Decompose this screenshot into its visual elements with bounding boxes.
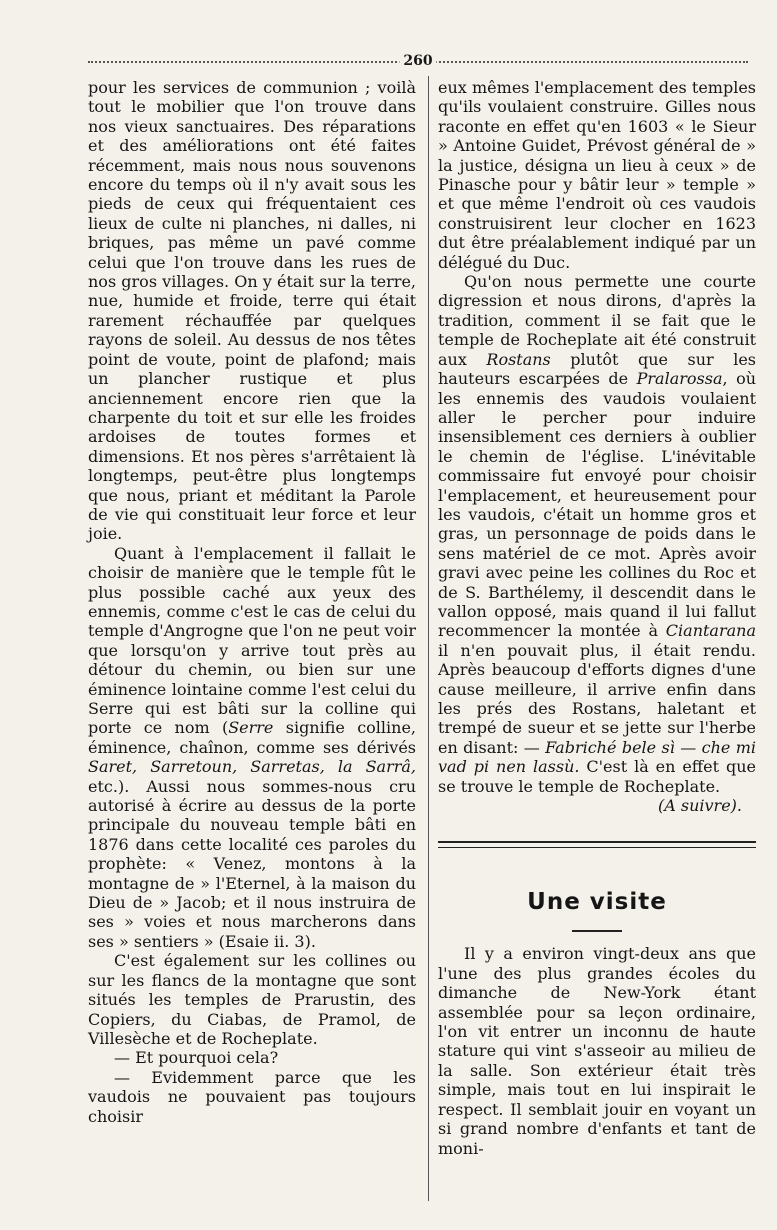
right-paragraph-1: eux mêmes l'emplacement des temples qu'ils voulaient construire. Gilles nous raconte en effet qu'en 1603 « le Sieur » Antoine Guidet, Prévost général de » la justice, désigna un lieu à ceux » de Pinasche pour y bâtir leur » temple » et que même l'endroit où ces vaudois construisirent leur clocher en 1623 dut être préalablement indiqué par un délégué du Duc. — [438, 78, 756, 272]
right-paragraph-2-text-5: C'est là en effet que se trouve le temple de Rocheplate. — [438, 757, 757, 796]
title-underline — [572, 930, 622, 932]
left-paragraph-2-text-2: signifie colline, éminence, chaînon, comme ses dérivés — [88, 718, 417, 757]
right-paragraph-2-text-1: Qu'on nous permette une courte digression et nous dirons, d'après la tradition, comment il se fait que le temple de Rocheplate ait été construit aux — [438, 272, 756, 369]
left-paragraph-4: — Et pourquoi cela? — [114, 1048, 279, 1068]
right-paragraph-2-text-4: il n'en pouvait plus, il était rendu. Après beaucoup d'efforts dignes d'une cause meilleure, il arrive enfin dans les prés des Rostans, haletant et trempé de sueur et se jette sur l'herbe en disant: — — [438, 640, 756, 757]
left-paragraph-2 — [88, 544, 416, 952]
left-paragraph-1: pour les services de communion ; voilà tout le mobilier que l'on trouve dans nos vieux sanctuaires. Des réparations et des améliorations ont été faites récemment, mais nous nous souvenons encore du temps où il n'y avait sous les pieds de ceux qui fréquentaient ces lieux de culte ni planches, ni dalles, ni briques, pas même un pavé comme celui que l'on trouve dans les rues de nos gros villages. On y était sur la terre, nue, humide et froide, terre qui était rarement réchauffée par quelques rayons de soleil. Au dessus de nos têtes point de voute, point de plafond; mais un plancher rustique et plus anciennement encore rien que la charpente du toit et sur elle les froides ardoises de toutes formes et dimensions. Et nos pères s'arrêtaient là longtemps, peut-être plus longtemps que nous, priant et méditant la Parole de vie qui constituait leur force et leur joie. — [88, 78, 416, 544]
right-paragraph-2-italic-1: Rostans — [486, 349, 551, 369]
column-divider — [428, 76, 429, 1201]
right-paragraph-2-text-2: plutôt que sur les hauteurs escarpées de — [438, 349, 756, 389]
visit-paragraph: Il y a environ vingt-deux ans que l'une des plus grandes écoles du dimanche de New-York étant assemblée pour sa leçon ordinaire, l'on vit entrer un inconnu de haute stature qui vint s'asseoir au milieu de la salle. Son extérieur était très simple, mais tout en lui inspirait le respect. Il semblait jouir en voyant un si grand nombre d'enfants et tant de moni- — [438, 944, 756, 1158]
left-paragraph-2-italic-2: Saret, Sarretoun, Sarretas, la Sarrâ, — [88, 757, 416, 777]
left-paragraph-5: — Evidemment parce que les vaudois ne pouvaient pas toujours choisir — [88, 1067, 416, 1126]
section-title: Une visite — [527, 889, 667, 916]
left-paragraph-3: C'est également sur les collines ou sur les flancs de la montagne que sont situés les temples de Prarustin, des Copiers, du Ciabas, de Pramol, de Villesèche et de Rocheplate. — [88, 951, 416, 1048]
right-paragraph-2-text-3: , où les ennemis des vaudois voulaient aller le percher pour induire insensiblement ces derniers à oublier le chemin de l'église. L'inévitable commissaire fut envoyé pour choisir l'emplacement, et heureusement pour les vaudois, c'était un homme gros et gras, un personnage de poids dans le sens matériel de ce mot. Après avoir gravi avec peine les collines du Roc et de S. Barthélemy, il descendit dans le vallon opposé, mais quand il lui fallut recommencer la montée à — [438, 369, 756, 641]
right-paragraph-2 — [438, 272, 756, 796]
right-paragraph-2-italic-4: Fabriché bele sì — che mi vad pi nen lassù. — [438, 737, 757, 777]
left-paragraph-2-italic-1: Serre — [228, 718, 274, 738]
left-paragraph-2-text-3: etc.). Aussi nous sommes-nous cru autorisé à écrire au dessus de la porte principale du nouveau temple bâti en 1876 dans cette localité ces paroles du prophète: « Venez, montons à la montagne de » l'Eternel, à la maison du Dieu de » Jacob; et il nous instruira de ses » voies et nous marcherons dans ses » sentiers » (Esaie ii. 3). — [88, 776, 416, 951]
right-paragraph-2-italic-3: Ciantarana — [665, 621, 756, 641]
to-be-continued: (A suivre). — [658, 796, 742, 816]
right-paragraph-2-italic-2: Pralarossa — [636, 369, 723, 389]
left-column — [88, 78, 416, 1126]
page-number: 260 — [399, 52, 436, 70]
left-paragraph-2-text-1: Quant à l'emplacement il fallait le choisir de manière que le temple fût le plus possible caché aux yeux des ennemis, comme c'est le cas de celui du temple d'Angrogne que l'on ne peut voir que lorsqu'on y arrive tout près au détour du chemin, ou bien sur une éminence lointaine comme l'est celui du Serre qui est bâti sur la colline qui porte ce nom ( — [88, 543, 416, 738]
page-header — [88, 52, 748, 72]
right-column — [438, 78, 756, 1158]
section-double-rule — [438, 841, 756, 848]
